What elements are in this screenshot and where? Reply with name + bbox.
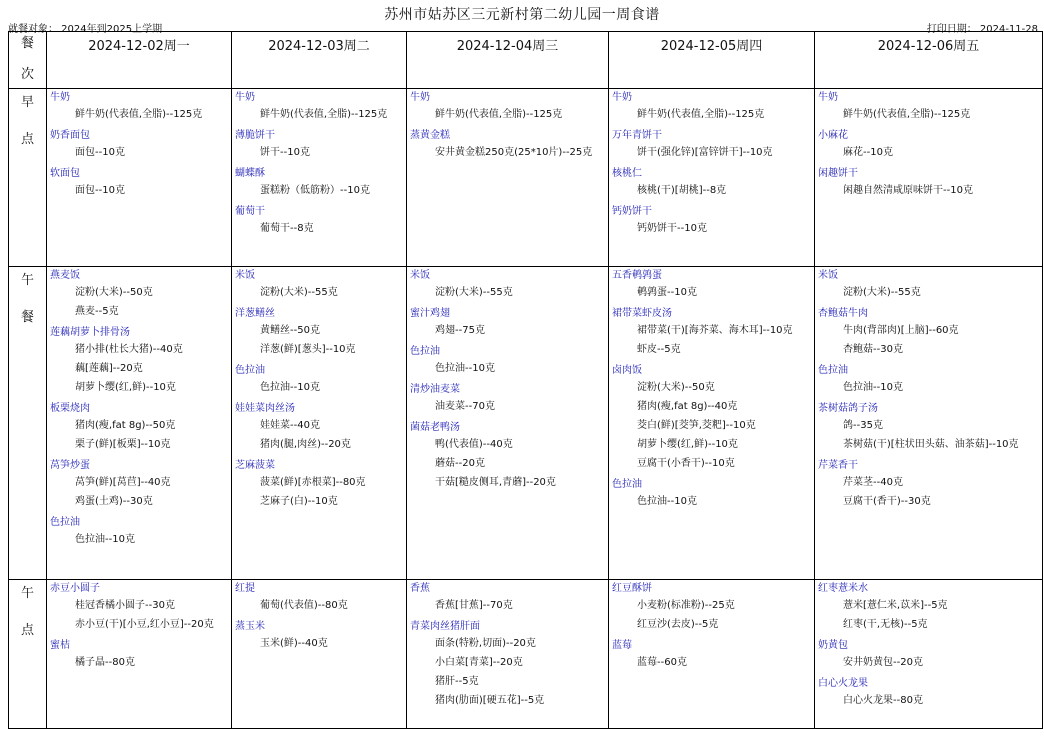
meal-label-char: 点 [20, 132, 34, 147]
dish-name: 核桃仁 [612, 168, 642, 179]
meal-label-char: 点 [20, 623, 34, 638]
dish-name: 板栗烧肉 [50, 403, 90, 414]
ingredient-line: 裙带菜(干)[海芥菜、海木耳]--10克 [637, 325, 793, 336]
ingredient-line: 饼干--10克 [260, 147, 310, 158]
ingredient-line: 藕[莲藕]--20克 [75, 363, 143, 374]
dish-name: 米饭 [818, 270, 838, 281]
meal-row [9, 267, 1043, 580]
ingredient-line: 面条(特粉,切面)--20克 [435, 638, 536, 649]
dish-name: 蓝莓 [612, 640, 632, 651]
meal-row [9, 580, 1043, 729]
dish-name: 米饭 [410, 270, 430, 281]
day-header [407, 32, 609, 89]
dish-name: 燕麦饭 [50, 270, 80, 281]
ingredient-line: 豆腐干(小香干)--10克 [637, 458, 735, 469]
day-date: 2024-12-02周一 [88, 39, 190, 54]
day-meal-cell [232, 580, 407, 729]
ingredient-line: 蛋糕粉（低筋粉）--10克 [260, 185, 370, 196]
dish-name: 牛奶 [50, 92, 70, 103]
dish-name: 牛奶 [818, 92, 838, 103]
ingredient-line: 鲜牛奶(代表值,全脂)--125克 [75, 109, 203, 120]
ingredient-line: 小麦粉(标准粉)--25克 [637, 600, 735, 611]
ingredient-line: 豆腐干(香干)--30克 [843, 496, 931, 507]
dish-name: 赤豆小圆子 [50, 583, 100, 594]
ingredient-line: 猪肝--5克 [435, 676, 479, 687]
dish-name: 葡萄干 [235, 206, 265, 217]
print-date: 打印日期： 2024-11-28 [926, 24, 1038, 35]
ingredient-line: 莴笋(鲜)[莴苣]--40克 [75, 477, 171, 488]
dish-name: 五香鹌鹑蛋 [612, 270, 662, 281]
day-meal-cell [609, 267, 815, 580]
ingredient-line: 虾皮--5克 [637, 344, 681, 355]
dish-name: 洋葱鳝丝 [235, 308, 275, 319]
dish-name: 蜜汁鸡翅 [410, 308, 450, 319]
ingredient-line: 芝麻子(白)--10克 [260, 496, 338, 507]
dish-name: 牛奶 [235, 92, 255, 103]
ingredient-line: 猪肉(腿,肉丝)--20克 [260, 439, 351, 450]
day-header [232, 32, 407, 89]
ingredient-line: 杏鲍菇--30克 [843, 344, 903, 355]
ingredient-line: 鸭(代表值)--40克 [435, 439, 513, 450]
ingredient-line: 面包--10克 [75, 147, 125, 158]
dish-name: 蒸黄金糕 [410, 130, 450, 141]
dish-name: 菌菇老鸭汤 [410, 422, 460, 433]
ingredient-line: 牛肉(背部肉)[上脑]--60克 [843, 325, 959, 336]
ingredient-line: 鲜牛奶(代表值,全脂)--125克 [260, 109, 388, 120]
dish-name: 色拉油 [612, 479, 642, 490]
dish-name: 清炒油麦菜 [410, 384, 460, 395]
ingredient-line: 色拉油--10克 [843, 382, 903, 393]
ingredient-line: 栗子(鲜)[板栗]--10克 [75, 439, 171, 450]
dish-name: 杏鲍菇牛肉 [818, 308, 868, 319]
dish-name: 芝麻菠菜 [235, 460, 275, 471]
ingredient-line: 闲趣自然清咸原味饼干--10克 [843, 185, 973, 196]
dish-name: 莲藕胡萝卜排骨汤 [50, 327, 130, 338]
day-meal-cell [47, 89, 232, 267]
ingredient-line: 鹌鹑蛋--10克 [637, 287, 697, 298]
page-title: 苏州市姑苏区三元新村第二幼儿园一周食谱 [384, 7, 660, 23]
day-meal-cell [815, 267, 1043, 580]
ingredient-line: 淀粉(大米)--50克 [75, 287, 153, 298]
ingredient-line: 葡萄干--8克 [260, 223, 314, 234]
menu-table [8, 31, 1043, 729]
dish-name: 蜜桔 [50, 640, 70, 651]
ingredient-line: 鸡蛋(土鸡)--30克 [75, 496, 153, 507]
day-date: 2024-12-06周五 [877, 39, 980, 54]
ingredient-line: 小白菜[青菜]--20克 [435, 657, 523, 668]
ingredient-line: 猪肉(瘦,fat 8g)--50克 [75, 420, 176, 431]
ingredient-line: 蘑菇--20克 [435, 458, 485, 469]
dish-name: 茶树菇鸽子汤 [818, 403, 878, 414]
day-date: 2024-12-03周二 [268, 39, 370, 54]
ingredient-line: 洋葱(鲜)[葱头]--10克 [260, 344, 356, 355]
ingredient-line: 淀粉(大米)--55克 [435, 287, 513, 298]
ingredient-line: 色拉油--10克 [637, 496, 697, 507]
ingredient-line: 薏米[薏仁米,苡米]--5克 [843, 600, 948, 611]
ingredient-line: 赤小豆(干)[小豆,红小豆]--20克 [75, 619, 214, 630]
day-header [47, 32, 232, 89]
dish-name: 蒸玉米 [235, 621, 265, 632]
ingredient-line: 色拉油--10克 [435, 363, 495, 374]
day-meal-cell [232, 267, 407, 580]
meal-label-char: 午 [20, 586, 34, 601]
ingredient-line: 红豆沙(去皮)--5克 [637, 619, 719, 630]
dish-name: 米饭 [235, 270, 255, 281]
ingredient-line: 核桃(干)[胡桃]--8克 [637, 185, 727, 196]
meal-column-header [9, 32, 47, 89]
ingredient-line: 鲜牛奶(代表值,全脂)--125克 [843, 109, 971, 120]
day-meal-cell [47, 580, 232, 729]
ingredient-line: 鲜牛奶(代表值,全脂)--125克 [637, 109, 765, 120]
day-meal-cell [815, 580, 1043, 729]
dish-name: 软面包 [50, 168, 80, 179]
ingredient-line: 蓝莓--60克 [637, 657, 687, 668]
day-header [609, 32, 815, 89]
ingredient-line: 芹菜茎--40克 [843, 477, 903, 488]
ingredient-line: 色拉油--10克 [260, 382, 320, 393]
dish-name: 钙奶饼干 [612, 206, 652, 217]
ingredient-line: 安井奶黄包--20克 [843, 657, 923, 668]
dish-name: 蝴蝶酥 [235, 168, 265, 179]
dish-name: 娃娃菜肉丝汤 [235, 403, 295, 414]
dish-name: 白心火龙果 [818, 678, 868, 689]
dish-name: 色拉油 [410, 346, 440, 357]
ingredient-line: 茭白(鲜)[茭笋,茭粑]--10克 [637, 420, 756, 431]
dish-name: 青菜肉丝猪肝面 [410, 621, 480, 632]
day-meal-cell [407, 580, 609, 729]
ingredient-line: 胡萝卜缨(红,鲜)--10克 [75, 382, 176, 393]
meal-header-char: 餐 [20, 36, 34, 51]
day-date: 2024-12-04周三 [456, 39, 559, 54]
dish-name: 闲趣饼干 [818, 168, 858, 179]
meal-label-char: 午 [20, 273, 34, 288]
meal-label-char: 餐 [20, 310, 34, 325]
ingredient-line: 饼干(强化锌)[富锌饼干]--10克 [637, 147, 773, 158]
ingredient-line: 干菇[糙皮侧耳,青蘑]--20克 [435, 477, 556, 488]
ingredient-line: 菠菜(鲜)[赤根菜]--80克 [260, 477, 366, 488]
ingredient-line: 猪肉(瘦,fat 8g)--40克 [637, 401, 738, 412]
dish-name: 色拉油 [235, 365, 265, 376]
ingredient-line: 麻花--10克 [843, 147, 893, 158]
ingredient-line: 油麦菜--70克 [435, 401, 495, 412]
ingredient-line: 钙奶饼干--10克 [637, 223, 707, 234]
day-date: 2024-12-05周四 [660, 39, 763, 54]
ingredient-line: 茶树菇(干)[柱状田头菇、油茶菇]--10克 [843, 439, 1019, 450]
meal-label [9, 267, 47, 580]
ingredient-line: 鸡翅--75克 [435, 325, 485, 336]
ingredient-line: 淀粉(大米)--55克 [260, 287, 338, 298]
ingredient-line: 猪小排(杜长大猪)--40克 [75, 344, 183, 355]
meal-header-char: 次 [20, 67, 34, 82]
ingredient-line: 桂冠香橘小圆子--30克 [75, 600, 175, 611]
ingredient-line: 娃娃菜--40克 [260, 420, 320, 431]
dish-name: 红提 [235, 583, 255, 594]
meal-label [9, 580, 47, 729]
day-meal-cell [407, 89, 609, 267]
day-meal-cell [609, 580, 815, 729]
dish-name: 莴笋炒蛋 [50, 460, 90, 471]
dish-name: 小麻花 [818, 130, 848, 141]
ingredient-line: 红枣(干,无核)--5克 [843, 619, 928, 630]
ingredient-line: 淀粉(大米)--55克 [843, 287, 921, 298]
dish-name: 牛奶 [612, 92, 632, 103]
dish-name: 薄脆饼干 [235, 130, 275, 141]
day-meal-cell [47, 267, 232, 580]
dish-name: 裙带菜虾皮汤 [612, 308, 672, 319]
dish-name: 牛奶 [410, 92, 430, 103]
day-meal-cell [815, 89, 1043, 267]
header-row [9, 32, 1043, 89]
meal-label [9, 89, 47, 267]
menu-body [9, 89, 1043, 729]
ingredient-line: 胡萝卜缨(红,鲜)--10克 [637, 439, 738, 450]
ingredient-line: 橘子晶--80克 [75, 657, 135, 668]
ingredient-line: 猪肉(肋面)[硬五花]--5克 [435, 695, 545, 706]
meal-row [9, 89, 1043, 267]
ingredient-line: 白心火龙果--80克 [843, 695, 923, 706]
ingredient-line: 黄鳝丝--50克 [260, 325, 320, 336]
ingredient-line: 鲜牛奶(代表值,全脂)--125克 [435, 109, 563, 120]
day-meal-cell [609, 89, 815, 267]
day-meal-cell [407, 267, 609, 580]
dish-name: 色拉油 [50, 517, 80, 528]
target-label: 就餐对象： 2024年到2025上学期 [8, 24, 163, 35]
dish-name: 香蕉 [410, 583, 430, 594]
dish-name: 万年青饼干 [612, 130, 662, 141]
dish-name: 芹菜香干 [818, 460, 858, 471]
meal-label-char: 早 [20, 95, 34, 110]
day-header [815, 32, 1043, 89]
dish-name: 红豆酥饼 [612, 583, 652, 594]
dish-name: 色拉油 [818, 365, 848, 376]
ingredient-line: 燕麦--5克 [75, 306, 119, 317]
ingredient-line: 鸽--35克 [843, 420, 883, 431]
ingredient-line: 香蕉[甘蕉]--70克 [435, 600, 513, 611]
ingredient-line: 淀粉(大米)--50克 [637, 382, 715, 393]
ingredient-line: 葡萄(代表值)--80克 [260, 600, 348, 611]
ingredient-line: 玉米(鲜)--40克 [260, 638, 328, 649]
dish-name: 奶香面包 [50, 130, 90, 141]
dish-name: 卤肉饭 [612, 365, 642, 376]
ingredient-line: 面包--10克 [75, 185, 125, 196]
ingredient-line: 色拉油--10克 [75, 534, 135, 545]
day-meal-cell [232, 89, 407, 267]
dish-name: 奶黄包 [818, 640, 848, 651]
dish-name: 红枣薏米水 [818, 583, 868, 594]
ingredient-line: 安井黄金糕250克(25*10片)--25克 [435, 147, 593, 158]
